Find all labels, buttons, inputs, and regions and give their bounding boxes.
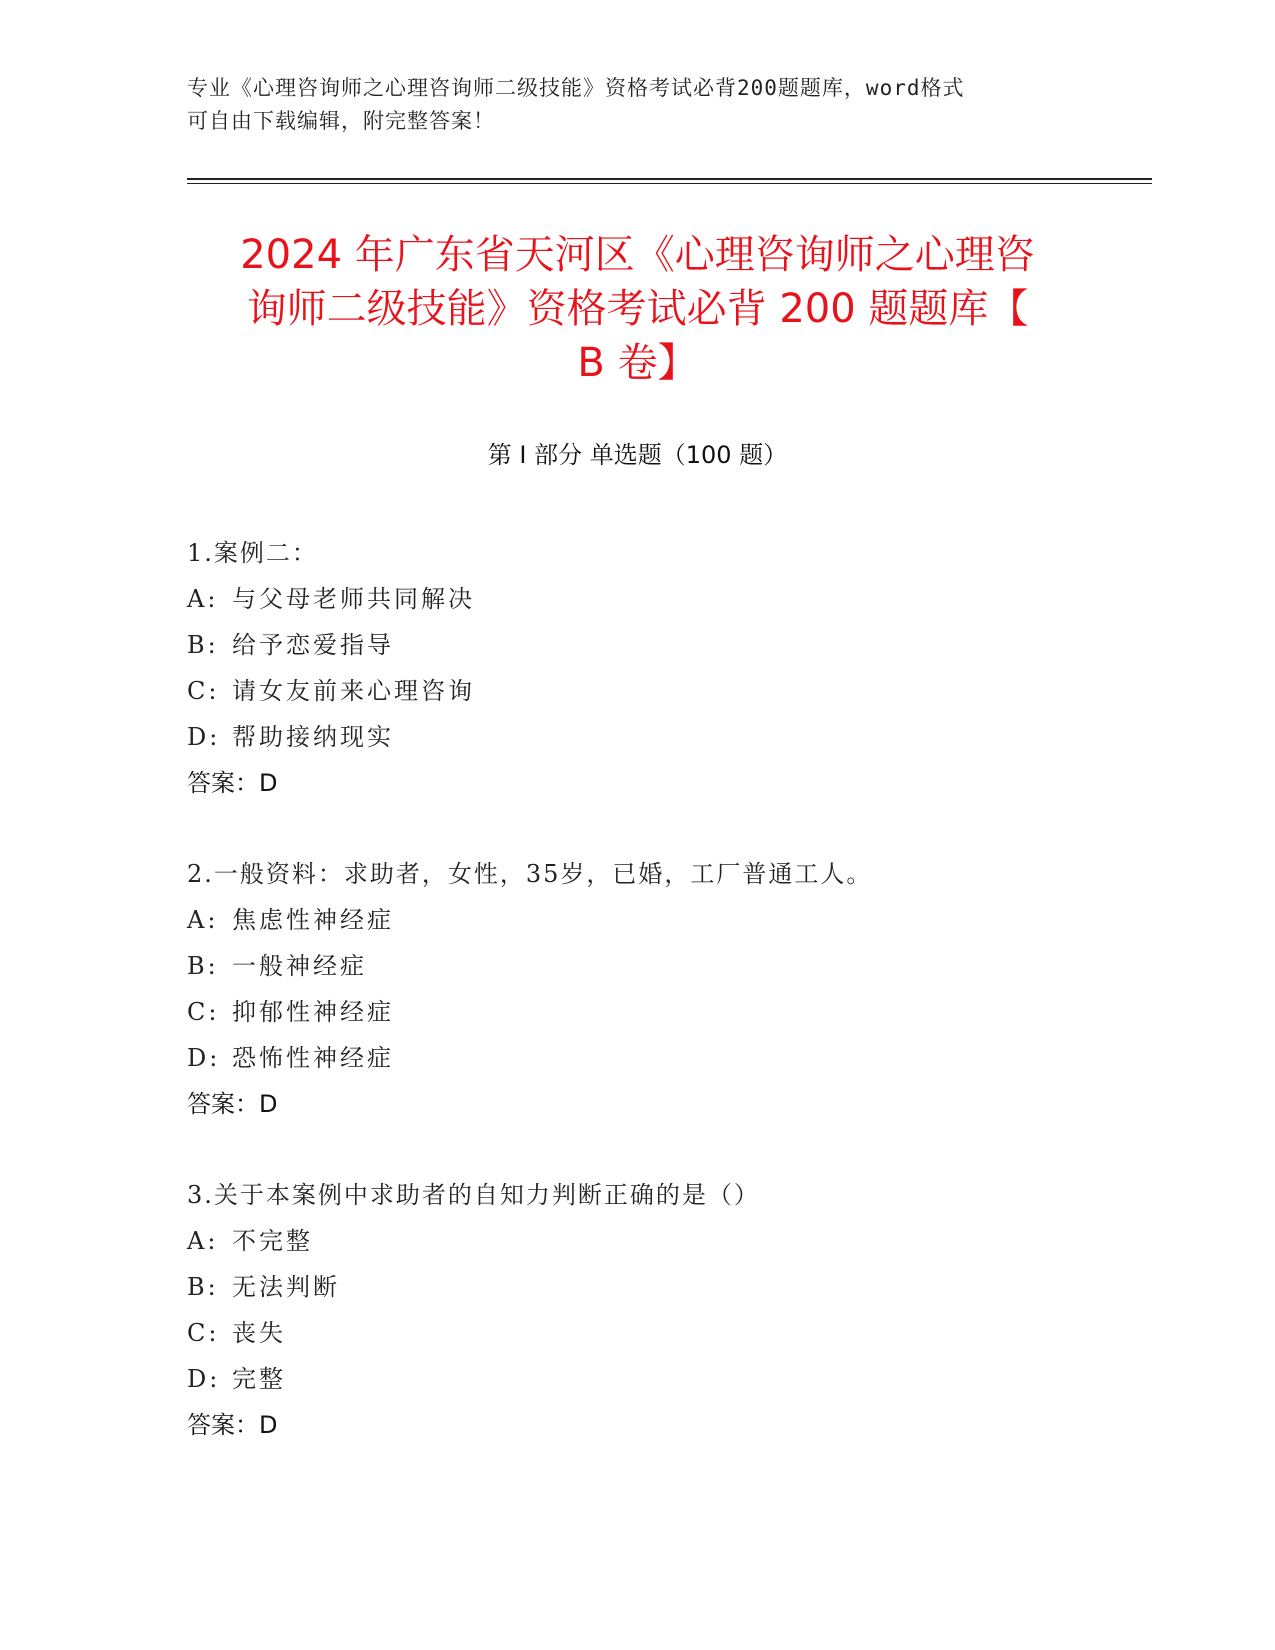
option-a bbox=[187, 897, 1147, 943]
option-text: 完整 bbox=[232, 1365, 286, 1393]
header-rule-thin bbox=[187, 183, 1152, 184]
option-key: D: bbox=[187, 1044, 221, 1072]
option-d bbox=[187, 1035, 1147, 1081]
option-text: 无法判断 bbox=[232, 1273, 340, 1301]
option-text: 焦虑性神经症 bbox=[232, 906, 394, 934]
question-1 bbox=[187, 530, 1147, 806]
option-key: C: bbox=[187, 1319, 220, 1347]
document-title-line-1: 2024 年广东省天河区《心理咨询师之心理咨 bbox=[240, 232, 1035, 278]
option-b bbox=[187, 1264, 1147, 1310]
document-title-line-3: B 卷】 bbox=[577, 340, 698, 386]
option-text: 与父母老师共同解决 bbox=[232, 585, 475, 613]
document-title bbox=[180, 228, 1095, 390]
option-key: B: bbox=[187, 952, 219, 980]
option-b bbox=[187, 943, 1147, 989]
option-key: B: bbox=[187, 1273, 219, 1301]
answer-line: 答案：D bbox=[187, 1411, 278, 1439]
option-key: A: bbox=[187, 1227, 219, 1255]
option-text: 抑郁性神经症 bbox=[232, 998, 394, 1026]
question-stem: 2.一般资料：求助者，女性，35岁，已婚，工厂普通工人。 bbox=[187, 860, 873, 888]
option-c bbox=[187, 1310, 1147, 1356]
option-text: 不完整 bbox=[232, 1227, 313, 1255]
question-stem: 3.关于本案例中求助者的自知力判断正确的是（） bbox=[187, 1181, 760, 1209]
option-key: C: bbox=[187, 677, 220, 705]
option-a bbox=[187, 1218, 1147, 1264]
option-text: 一般神经症 bbox=[232, 952, 367, 980]
option-key: D: bbox=[187, 723, 221, 751]
answer-line: 答案：D bbox=[187, 769, 278, 797]
document-title-line-2: 询师二级技能》资格考试必背 200 题题库【 bbox=[246, 286, 1029, 332]
header-rule-thick bbox=[187, 178, 1152, 180]
option-key: D: bbox=[187, 1365, 221, 1393]
question-2 bbox=[187, 851, 1147, 1127]
option-text: 请女友前来心理咨询 bbox=[232, 677, 475, 705]
option-key: A: bbox=[187, 906, 219, 934]
question-3 bbox=[187, 1172, 1147, 1448]
option-b bbox=[187, 622, 1147, 668]
header-note bbox=[187, 72, 1067, 138]
option-c bbox=[187, 989, 1147, 1035]
header-note-line-2: 可自由下载编辑，附完整答案！ bbox=[187, 109, 495, 133]
option-d bbox=[187, 1356, 1147, 1402]
option-text: 恐怖性神经症 bbox=[232, 1044, 394, 1072]
question-stem: 1.案例二： bbox=[187, 539, 318, 567]
option-a bbox=[187, 576, 1147, 622]
option-key: A: bbox=[187, 585, 219, 613]
question-list bbox=[187, 530, 1147, 1493]
header-note-line-1: 专业《心理咨询师之心理咨询师二级技能》资格考试必背200题题库，word格式 bbox=[187, 76, 965, 100]
section-heading: 第 I 部分 单选题（100 题） bbox=[487, 441, 788, 469]
option-text: 给予恋爱指导 bbox=[232, 631, 394, 659]
answer-line: 答案：D bbox=[187, 1090, 278, 1118]
option-c bbox=[187, 668, 1147, 714]
option-d bbox=[187, 714, 1147, 760]
option-key: B: bbox=[187, 631, 219, 659]
option-text: 丧失 bbox=[232, 1319, 286, 1347]
option-text: 帮助接纳现实 bbox=[232, 723, 394, 751]
option-key: C: bbox=[187, 998, 220, 1026]
